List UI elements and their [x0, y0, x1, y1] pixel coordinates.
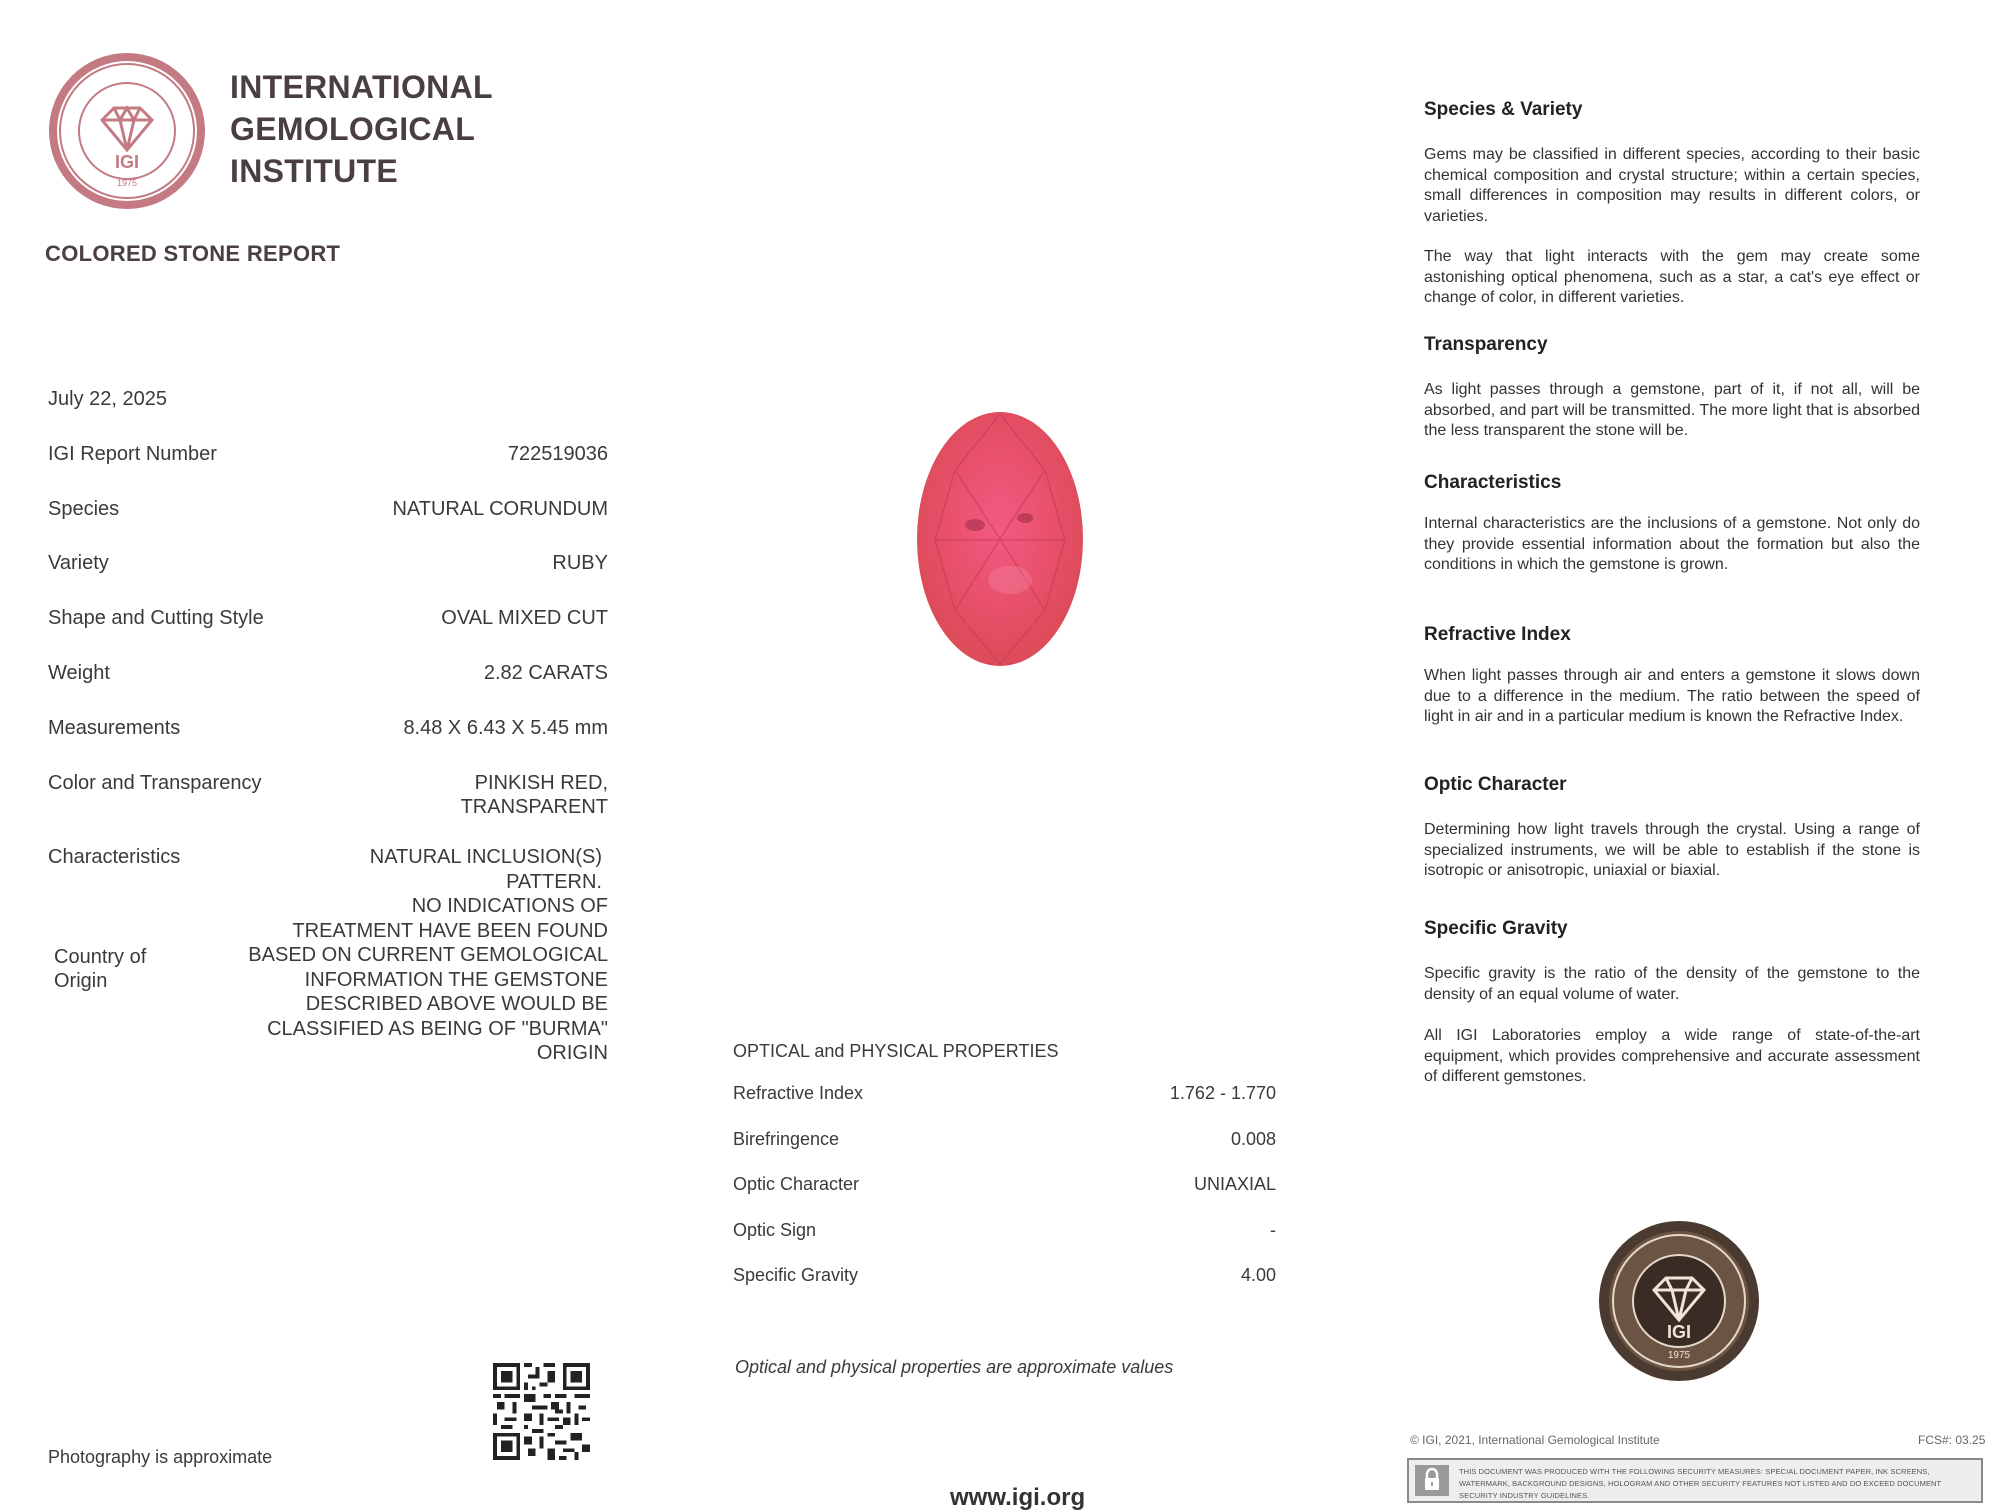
- origin-label: Country of Origin: [54, 946, 147, 992]
- svg-text:1975: 1975: [1667, 1350, 1691, 1361]
- origin-value: NO INDICATIONS OF TREATMENT HAVE BEEN FOUND BASED ON CURRENT GEMOLOGICAL INFORMATION THE GEMSTONE DESCRIBED ABOVE WOULD BE CLASSIFIED AS BEING OF "BURMA" ORIGIN: [248, 895, 608, 1064]
- paragraph: The way that light interacts with the gem may create some astonishing optical phenomena, such as a star, a cat's eye effect or change of color, in different varieties.: [1424, 248, 1920, 306]
- paragraph: Gems may be classified in different species, according to their basic chemical composition and crystal structure; within a certain species, small differences in composition may results in different colors, or varieties.: [1424, 146, 1920, 225]
- svg-text:IGI: IGI: [114, 152, 140, 172]
- svg-text:1975: 1975: [116, 178, 138, 188]
- property-row: [733, 1220, 1276, 1241]
- field-value: NATURAL CORUNDUM: [392, 498, 608, 520]
- property-label: Specific Gravity: [733, 1265, 859, 1285]
- gemstone-photo: [915, 410, 1085, 668]
- property-label: Refractive Index: [733, 1083, 864, 1103]
- svg-text:IGI: IGI: [1666, 1322, 1692, 1342]
- copyright-text: © IGI, 2021, International Gemological Institute: [1410, 1433, 1660, 1447]
- property-row: [733, 1265, 1276, 1286]
- heading-transparency: Transparency: [1424, 334, 1548, 355]
- field-label: Variety: [48, 552, 109, 574]
- field-value: 722519036: [507, 443, 608, 465]
- paragraph: All IGI Laboratories employ a wide range of state-of-the-art equipment, which provides comprehensive and accurate assessment of different gemstones.: [1424, 1027, 1920, 1085]
- report-title: COLORED STONE REPORT: [45, 241, 341, 266]
- heading-optic-character: Optic Character: [1424, 774, 1567, 795]
- paragraph: As light passes through a gemstone, part of it, if not all, will be absorbed, and part will be transmitted. The more light that is absorbed the less transparent the stone will be.: [1424, 381, 1920, 439]
- properties-title: OPTICAL and PHYSICAL PROPERTIES: [733, 1041, 1059, 1061]
- paragraph: Internal characteristics are the inclusions of a gemstone. Not only do they provide essential information about the formation but also the conditions in which the gemstone is grown.: [1424, 515, 1920, 573]
- igi-gold-seal: [1596, 1218, 1762, 1384]
- qr-code[interactable]: [493, 1363, 590, 1460]
- heading-species-variety: Species & Variety: [1424, 99, 1583, 120]
- report-date: July 22, 2025: [48, 388, 167, 410]
- field-value: PINKISH RED, TRANSPARENT: [460, 772, 608, 818]
- property-value: 1.762 - 1.770: [1169, 1083, 1276, 1103]
- field-label: Species: [48, 498, 120, 520]
- heading-specific-gravity: Specific Gravity: [1424, 918, 1568, 939]
- paragraph: When light passes through air and enters a gemstone it slows down due to a difference in the medium. The ratio between the speed of light in air and in a particular medium is known the Refractive Index.: [1424, 667, 1920, 725]
- security-notice: [1407, 1458, 1983, 1503]
- property-row: [733, 1174, 1276, 1195]
- paragraph: Determining how light travels through the crystal. Using a range of specialized instruments, we will be able to establish if the stone is isotropic or anisotropic, uniaxial or biaxial.: [1424, 821, 1920, 879]
- property-label: Optic Character: [733, 1174, 860, 1194]
- paragraph: Specific gravity is the ratio of the density of the gemstone to the density of an equal volume of water.: [1424, 965, 1920, 1003]
- brand-line: INTERNATIONAL: [230, 69, 493, 105]
- igi-logo-seal: [44, 48, 210, 214]
- property-value: -: [1270, 1220, 1276, 1240]
- field-label: IGI Report Number: [48, 443, 217, 465]
- property-row: [733, 1083, 1276, 1104]
- fcs-code: FCS#: 03.25: [1918, 1433, 1986, 1447]
- security-text: THIS DOCUMENT WAS PRODUCED WITH THE FOLLOWING SECURITY MEASURES: SPECIAL DOCUMENT PAPER, INK SCREENS, WATERMARK, BACKGROUND DESIGNS, HOLOGRAM AND OTHER SECURITY FEATURES NOT LISTED AND DO EXCEED DOCUMENT SECURITY INDUSTRY GUIDELINES.: [1459, 1467, 1942, 1500]
- property-row: [733, 1129, 1276, 1150]
- field-value: NATURAL INCLUSION(S) PATTERN.: [369, 846, 602, 893]
- lock-icon: [1415, 1465, 1449, 1496]
- brand-name: [230, 66, 493, 192]
- field-label: Measurements: [48, 717, 181, 739]
- heading-refractive-index: Refractive Index: [1424, 624, 1571, 645]
- field-label: Weight: [48, 662, 110, 684]
- field-label: Characteristics: [48, 846, 181, 868]
- field-value: RUBY: [552, 552, 608, 574]
- field-label: Color and Transparency: [48, 772, 262, 794]
- property-value: 4.00: [1240, 1265, 1276, 1285]
- property-label: Optic Sign: [733, 1220, 817, 1240]
- properties-note: Optical and physical properties are approximate values: [735, 1357, 1174, 1377]
- property-value: UNIAXIAL: [1193, 1174, 1276, 1194]
- property-label: Birefringence: [733, 1129, 840, 1149]
- property-value: 0.008: [1230, 1129, 1276, 1149]
- brand-line: INSTITUTE: [230, 153, 399, 189]
- heading-characteristics: Characteristics: [1424, 472, 1562, 493]
- field-label: Shape and Cutting Style: [48, 607, 264, 629]
- photography-note: Photography is approximate: [48, 1447, 273, 1467]
- field-value: OVAL MIXED CUT: [441, 607, 608, 629]
- brand-line: GEMOLOGICAL: [230, 111, 476, 147]
- field-value: 8.48 X 6.43 X 5.45 mm: [403, 717, 608, 739]
- field-value: 2.82 CARATS: [483, 662, 608, 684]
- website-link[interactable]: www.igi.org: [950, 1484, 1086, 1511]
